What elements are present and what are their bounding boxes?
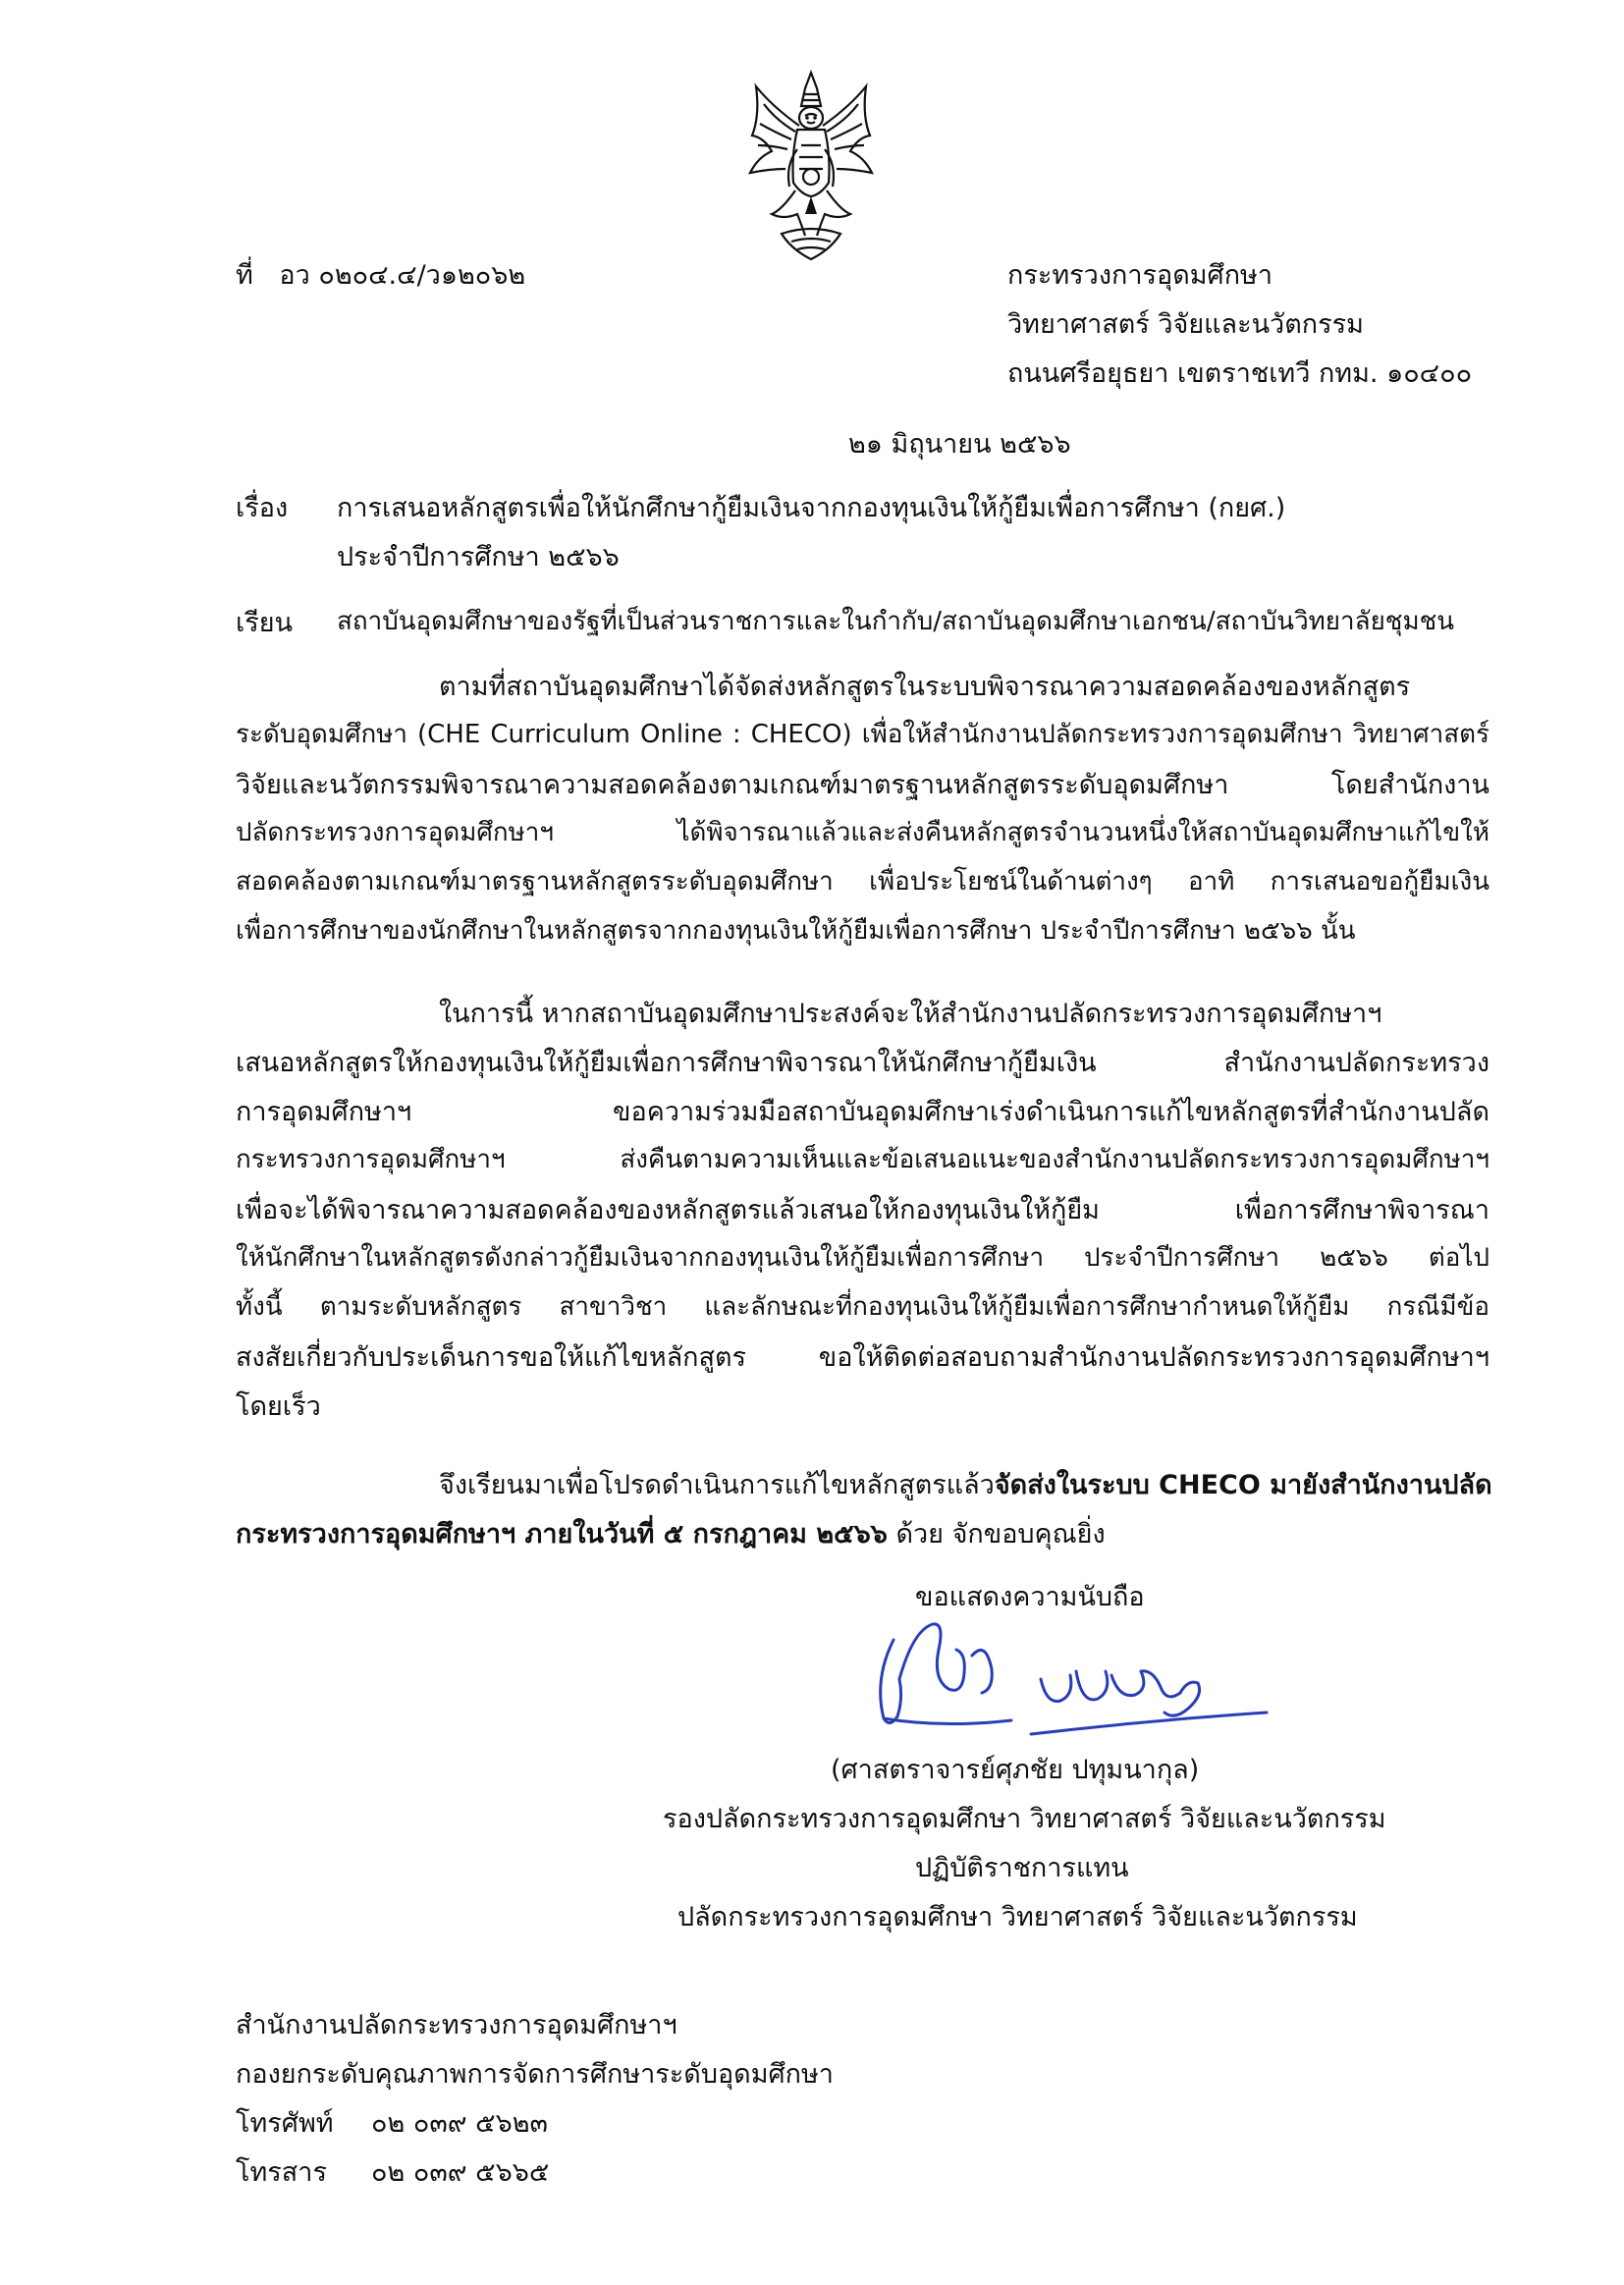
reference-number: อว ๐๒๐๔.๔/ว๑๒๐๖๒ <box>279 260 526 291</box>
footer-fax: ๐๒ ๐๓๙ ๕๖๖๕ <box>371 2157 550 2188</box>
paragraph-2-line: โดยเร็ว <box>236 1391 321 1422</box>
signer-position-1: รองปลัดกระทรวงการอุดมศึกษา วิทยาศาสตร์ วิจัยและนวัตกรรม <box>663 1804 1386 1834</box>
subject-line-1: การเสนอหลักสูตรเพื่อให้นักศึกษากู้ยืมเงินจากกองทุนเงินให้กู้ยืมเพื่อการศึกษา (กยศ.) <box>337 493 1286 523</box>
footer-phone-label: โทรศัพท์ <box>236 2108 334 2139</box>
paragraph-2-line: การอุดมศึกษาฯ ขอความร่วมมือสถาบันอุดมศึกษาเร่งดำเนินการแก้ไขหลักสูตรที่สำนักงานปลัด <box>236 1097 1489 1127</box>
paragraph-3-line-1 <box>439 1463 1492 1505</box>
paragraph-2-line: ทั้งนี้ ตามระดับหลักสูตร สาขาวิชา และลักษณะที่กองทุนเงินให้กู้ยืมเพื่อการศึกษากำหนดให้กู้ยืม กรณีมีข้อ <box>236 1292 1489 1322</box>
signature <box>854 1610 1276 1748</box>
paragraph-3-line-2 <box>236 1512 1106 1554</box>
paragraph-1-line: สอดคล้องตามเกณฑ์มาตรฐานหลักสูตรระดับอุดมศึกษา เพื่อประโยชน์ในด้านต่างๆ อาทิ การเสนอขอกู้ยืมเงิน <box>236 867 1489 897</box>
paragraph-3-text: ด้วย จักขอบคุณยิ่ง <box>887 1519 1106 1550</box>
footer-phone: ๐๒ ๐๓๙ ๕๖๒๓ <box>371 2108 548 2139</box>
footer-fax-label: โทรสาร <box>236 2157 327 2188</box>
reference-label: ที่ <box>236 260 253 291</box>
paragraph-1-line: ระดับอุดมศึกษา (CHE Curriculum Online : CHECO) เพื่อให้สำนักงานปลัดกระทรวงการอุดมศึกษา วิทยาศาสตร์ <box>236 720 1489 749</box>
paragraph-1-line: เพื่อการศึกษาของนักศึกษาในหลักสูตรจากกองทุนเงินให้กู้ยืมเพื่อการศึกษา ประจำปีการศึกษา ๒๕๖๖ นั้น <box>236 916 1356 946</box>
paragraph-1-line: วิจัยและนวัตกรรมพิจารณาความสอดคล้องตามเกณฑ์มาตรฐานหลักสูตรระดับอุดมศึกษา โดยสำนักงาน <box>236 770 1489 800</box>
paragraph-2-line: สงสัยเกี่ยวกับประเด็นการขอให้แก้ไขหลักสูตร ขอให้ติดต่อสอบถามสำนักงานปลัดกระทรวงการอุดมศึกษาฯ <box>236 1342 1489 1373</box>
footer-office: สำนักงานปลัดกระทรวงการอุดมศึกษาฯ <box>236 2010 677 2040</box>
paragraph-3-deadline: กระทรวงการอุดมศึกษาฯ ภายในวันที่ ๕ กรกฎาคม ๒๕๖๖ <box>236 1519 888 1550</box>
paragraph-3-emphasis: จัดส่งในระบบ CHECO มายังสำนักงานปลัด <box>994 1470 1492 1500</box>
paragraph-1-line: ตามที่สถาบันอุดมศึกษาได้จัดส่งหลักสูตรในระบบพิจารณาความสอดคล้องของหลักสูตร <box>439 672 1411 702</box>
org-line-2: วิทยาศาสตร์ วิจัยและนวัตกรรม <box>1007 309 1364 340</box>
signer-position-3: ปลัดกระทรวงการอุดมศึกษา วิทยาศาสตร์ วิจัยและนวัตกรรม <box>677 1902 1358 1932</box>
garuda-emblem <box>742 67 880 268</box>
paragraph-2-line: ในการนี้ หากสถาบันอุดมศึกษาประสงค์จะให้สำนักงานปลัดกระทรวงการอุดมศึกษาฯ <box>439 999 1382 1029</box>
paragraph-2-line: เพื่อจะได้พิจารณาความสอดคล้องของหลักสูตรแล้วเสนอให้กองทุนเงินให้กู้ยืม เพื่อการศึกษาพิจารณา <box>236 1195 1489 1225</box>
subject-label: เรื่อง <box>236 493 289 523</box>
paragraph-3-text: จึงเรียนมาเพื่อโปรดดำเนินการแก้ไขหลักสูตรแล้ว <box>439 1470 995 1500</box>
footer-division: กองยกระดับคุณภาพการจัดการศึกษาระดับอุดมศึกษา <box>236 2059 834 2090</box>
paragraph-2-line: กระทรวงการอุดมศึกษาฯ ส่งคืนตามความเห็นและข้อเสนอแนะของสำนักงานปลัดกระทรวงการอุดมศึกษาฯ <box>236 1145 1489 1174</box>
paragraph-2-line: เสนอหลักสูตรให้กองทุนเงินให้กู้ยืมเพื่อการศึกษาพิจารณาให้นักศึกษากู้ยืมเงิน สำนักงานปลัดกระทรวง <box>236 1048 1489 1078</box>
paragraph-1-line: ปลัดกระทรวงการอุดมศึกษาฯ ได้พิจารณาแล้วและส่งคืนหลักสูตรจำนวนหนึ่งให้สถาบันอุดมศึกษาแก้ไขให้ <box>236 818 1489 847</box>
reference-line <box>236 253 525 296</box>
to-recipient: สถาบันอุดมศึกษาของรัฐที่เป็นส่วนราชการและในกำกับ/สถาบันอุดมศึกษาเอกชน/สถาบันวิทยาลัยชุมชน <box>337 607 1455 636</box>
org-line-3: ถนนศรีอยุธยา เขตราชเทวี กทม. ๑๐๔๐๐ <box>1007 358 1473 389</box>
subject-line-2: ประจำปีการศึกษา ๒๕๖๖ <box>337 542 620 572</box>
to-label: เรียน <box>236 608 294 638</box>
letter-date: ๒๑ มิถุนายน ๒๕๖๖ <box>848 429 1071 460</box>
closing-regards: ขอแสดงความนับถือ <box>915 1582 1145 1612</box>
signer-position-2: ปฏิบัติราชการแทน <box>915 1853 1129 1883</box>
org-line-1: กระทรวงการอุดมศึกษา <box>1007 260 1272 291</box>
paragraph-2-line: ให้นักศึกษาในหลักสูตรดังกล่าวกู้ยืมเงินจากกองทุนเงินให้กู้ยืมเพื่อการศึกษา ประจำปีการศึกษา ๒๕๖๖ ต่อไป <box>236 1243 1489 1273</box>
signer-name: (ศาสตราจารย์ศุภชัย ปทุมนากุล) <box>831 1755 1200 1785</box>
